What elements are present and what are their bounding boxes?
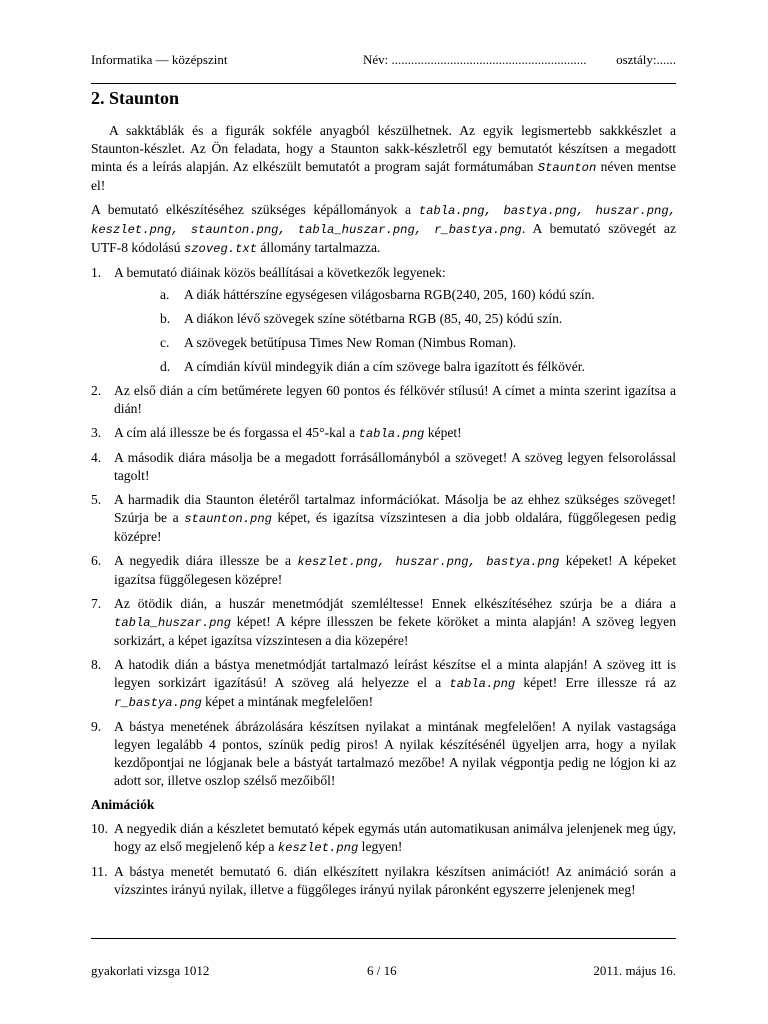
- task-number: 8.: [91, 657, 102, 672]
- task-number: 5.: [91, 492, 102, 507]
- filename-code: tabla_huszar.png: [114, 616, 232, 630]
- subtask-letter: b.: [160, 311, 171, 326]
- filename-code: r_bastya.png: [114, 696, 202, 710]
- task-item: [91, 863, 676, 899]
- intro-text: A sakktáblák és a figurák sokféle anyagból készülhetnek. Az egyik legismertebb sakkkészlet a Staunton-készlet. Az Ön feladata, hogy a Staunton sakk-készletről egy bemutatót készítsen a megadott minta és a leírás alapján. Az elkészült bemutatót a program saját formátumában: [91, 123, 676, 174]
- task-number: 1.: [91, 265, 102, 280]
- task-item: [91, 595, 676, 650]
- task-text-end: képeket! A képeket igazítsa függőlegesen középre!: [114, 553, 676, 587]
- task-text-end: képet! A képre illesszen be fekete köröket a minta alapján! A szöveg legyen sorkizárt, a képet igazítsa vízszintesen a dia közepére!: [114, 614, 676, 648]
- task-text: A negyedik dián a készletet bemutató képek egymás után automatikusan animálva jelenjenek meg úgy, hogy az első megjelenő kép a: [114, 821, 676, 854]
- files-text: A bemutató elkészítéséhez szükséges képállományok a: [91, 202, 419, 217]
- filename-code: keszlet.png, huszar.png, bastya.png: [297, 555, 560, 569]
- filename-code: tabla.png: [449, 677, 516, 691]
- header-divider: [91, 83, 676, 84]
- task-text: A bástya menetének ábrázolására készítsen nyilakat a mintának megfelelően! A nyilak vastagsága legyen legalább 4 pontos, színük pedig piros! A nyilak készítésénél ügyeljen arra, hogy a nyilak kezdőpontjai ne lógjanak bele a bástyát tartalmazó mezőbe! A nyilak végpontja pedig ne lógjon ki az adott sor, illetve oszlop szélső mezőiből!: [114, 719, 676, 788]
- task-number: 7.: [91, 596, 102, 611]
- task-item: [91, 424, 676, 443]
- task-number: 9.: [91, 719, 102, 734]
- task-text-end: képet!: [424, 425, 462, 440]
- header-name-field: Név: ............................................................: [363, 52, 587, 67]
- task-text-end: képet a mintának megfelelően!: [201, 694, 374, 709]
- header-subject: Informatika — középszint: [91, 52, 228, 67]
- task-list: [91, 264, 676, 790]
- task-text-end: legyen!: [358, 839, 403, 854]
- task-item: [91, 491, 676, 546]
- task-text: A második diára másolja be a megadott forrásállományból a szöveget! A szöveg legyen felsorolással tagolt!: [114, 450, 676, 483]
- task-item: [91, 264, 676, 376]
- task-number: 2.: [91, 383, 102, 398]
- task-item: [91, 552, 676, 589]
- task-body: [91, 122, 676, 905]
- task-number: 3.: [91, 425, 102, 440]
- filename-code: tabla.png: [358, 427, 425, 441]
- task-text: Az ötödik dián, a huszár menetmódját szemléltesse! Ennek elkészítéséhez szúrja be a diára a: [114, 596, 676, 611]
- subtask-item: [114, 334, 676, 352]
- files-text-mid: . A bemutató szövegét az UTF-8 kódolású: [91, 221, 676, 255]
- task-text: A hatodik dián a bástya menetmódját tartalmazó leírást készítse el a minta alapján! A szöveg itt is legyen sorkizárt igazítású! A szöveg alá helyezze el a: [114, 657, 676, 690]
- task-text-mid: képet! Erre illessze rá az: [515, 675, 676, 690]
- intro-paragraph: [91, 122, 676, 195]
- task-number: 10.: [91, 821, 108, 836]
- task-text: A negyedik diára illessze be a: [114, 553, 298, 568]
- task-title: 2. Staunton: [91, 88, 180, 108]
- filename-code: staunton.png: [184, 512, 272, 526]
- task-item: [91, 382, 676, 418]
- subtask-text: A diák háttérszíne egységesen világosbarna RGB(240, 205, 160) kódú szín.: [184, 287, 595, 302]
- task-item: [91, 718, 676, 790]
- subtask-item: [114, 310, 676, 328]
- task-text: A harmadik dia Staunton életéről tartalmaz információkat. Másolja be az ehhez szükséges szöveget! Szúrja be a: [114, 492, 676, 525]
- files-paragraph: [91, 201, 676, 258]
- subtask-item: [114, 358, 676, 376]
- files-text-end: állomány tartalmazza.: [257, 240, 381, 255]
- footer-divider: [91, 938, 676, 939]
- task-text: A bemutató diáinak közös beállításai a következők legyenek:: [114, 265, 446, 280]
- task-item: [91, 820, 676, 857]
- task-number: 4.: [91, 450, 102, 465]
- subtask-text: A diákon lévő szövegek színe sötétbarna RGB (85, 40, 25) kódú szín.: [184, 311, 563, 326]
- task-text: A bástya menetét bemutató 6. dián elkészített nyilakra készítsen animációt! Az animáció során a vízszintes irányú nyilak, illetve a függőleges irányú nyilak páronként egyszerre jelenjenek meg!: [114, 864, 676, 897]
- footer-date: 2011. május 16.: [593, 963, 676, 978]
- intro-text-end: néven mentse el!: [91, 159, 677, 193]
- image-files-list: tabla.png, bastya.png, huszar.png, keszlet.png, staunton.png, tabla_huszar.png, r_bastya.png: [91, 204, 677, 237]
- subtask-list: [114, 286, 676, 376]
- subtask-text: A szövegek betűtípusa Times New Roman (Nimbus Roman).: [184, 335, 517, 350]
- task-text-end: képet, és igazítsa vízszintesen a dia jobb oldalára, függőlegesen pedig középre!: [114, 510, 676, 544]
- header-class-field: osztály:......: [616, 52, 676, 67]
- task-number: 11.: [91, 864, 108, 879]
- text-file-code: szoveg.txt: [183, 242, 258, 256]
- task-item: [91, 656, 676, 712]
- footer-page-number: 6 / 16: [367, 963, 397, 978]
- subtask-text: A címdián kívül mindegyik dián a cím szövege balra igazított és félkövér.: [184, 359, 585, 374]
- footer-exam-code: gyakorlati vizsga 1012: [91, 963, 210, 978]
- subtask-letter: c.: [160, 335, 170, 350]
- subtask-item: [114, 286, 676, 304]
- task-item: [91, 449, 676, 485]
- exam-page: [91, 0, 676, 1024]
- task-text: Az első dián a cím betűmérete legyen 60 pontos és félkövér stílusú! A címet a minta szerint igazítsa a dián!: [114, 383, 676, 416]
- task-text: A cím alá illessze be és forgassa el 45°-kal a: [114, 425, 359, 440]
- filename-code: keszlet.png: [277, 841, 359, 855]
- subtask-letter: a.: [160, 287, 170, 302]
- subtask-letter: d.: [160, 359, 171, 374]
- animation-task-list: [91, 820, 676, 899]
- section-heading-animations: Animációk: [91, 797, 155, 812]
- filename-code: Staunton: [537, 161, 597, 175]
- task-number: 6.: [91, 553, 102, 568]
- page-header: [91, 52, 676, 70]
